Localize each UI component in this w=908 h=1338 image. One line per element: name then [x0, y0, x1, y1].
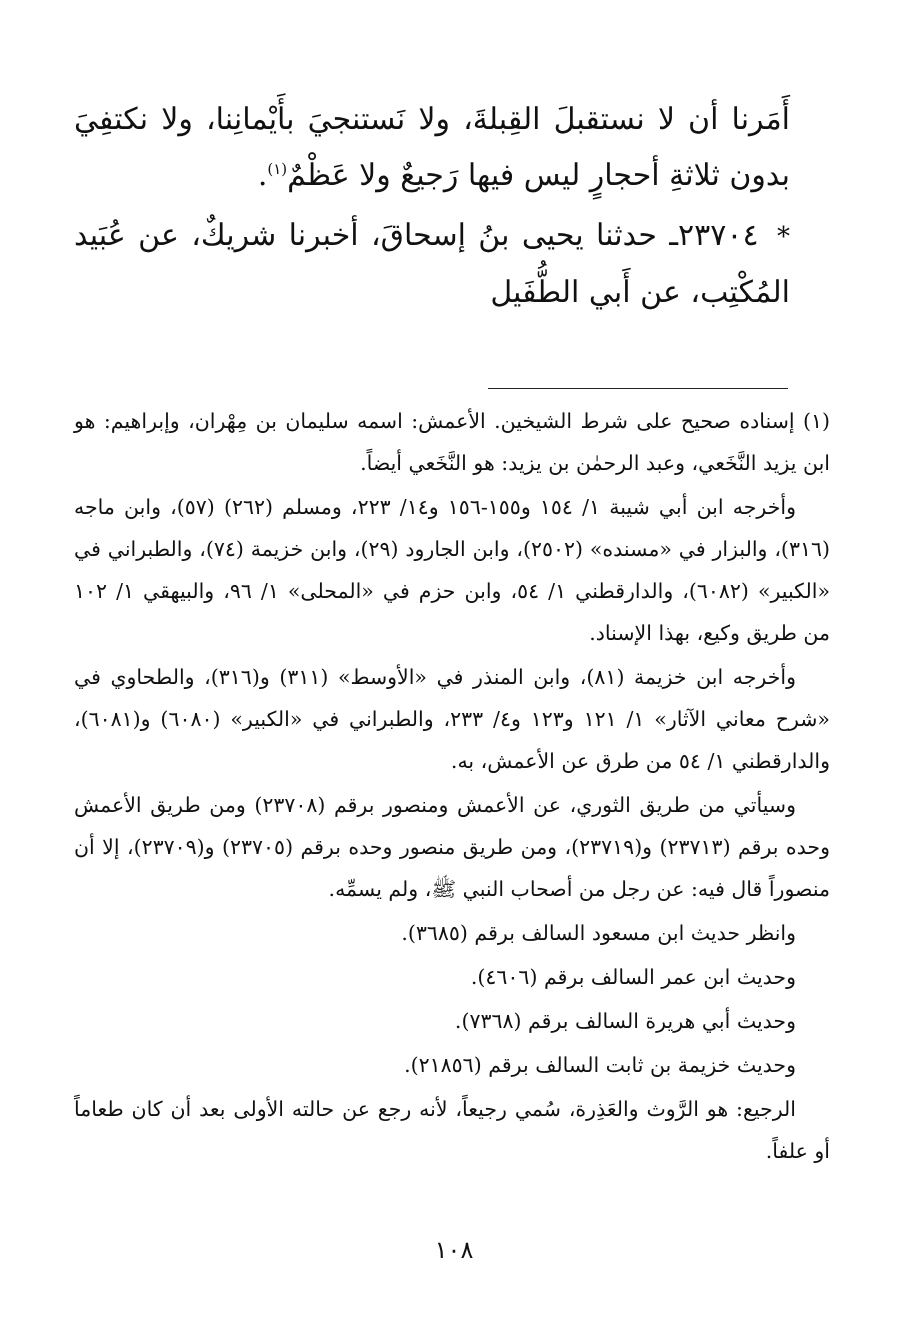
footnote-paragraph: وحديث ابن عمر السالف برقم (٤٦٠٦).: [470, 965, 796, 989]
footnote-paragraph: وحديث خزيمة بن ثابت السالف برقم (٢١٨٥٦).: [404, 1053, 796, 1077]
footnote-paragraph: (١) إسناده صحيح على شرط الشيخين. الأعمش: اسمه سليمان بن مِهْران، وإبراهيم: هو ابن يزيد النَّخَعي، وعبد الرحمٰن بن يزيد: هو النَّخَعي أيضاً.: [74, 409, 830, 475]
footnote-reference: (١): [267, 160, 288, 178]
footnote-paragraph: الرجيع: هو الرَّوث والعَذِرة، سُمي رجيعاً، لأنه رجع عن حالته الأولى بعد أن كان طعاماً أو علفاً.: [74, 1097, 830, 1163]
text-line: بدون ثلاثةِ أحجارٍ ليس فيها رَجيعٌ ولا عَظْمٌ: [287, 158, 790, 193]
paragraph-end-mark: .: [257, 158, 268, 193]
footnote-paragraph: وسيأتي من طريق الثوري، عن الأعمش ومنصور برقم (٢٣٧٠٨) ومن طريق الأعمش وحده برقم (٢٣٧١٣) و(٢٣٧١٩)، ومن طريق منصور وحده برقم (٢٣٧٠٥) و(٢٣٧٠٩)، إلا أن منصوراً قال فيه: عن رجل من أصحاب النبي ﷺ، ولم يسمِّه.: [74, 793, 830, 901]
hadith-chain-continuation: عن أَبي الطُّفَيل: [490, 275, 681, 310]
footnote-paragraph: وحديث أبي هريرة السالف برقم (٧٣٦٨).: [454, 1009, 796, 1033]
text-line: أَمَرنا أن لا نستقبلَ القِبلةَ، ولا نَستنجيَ بأَيْمانِنا، ولا نكتفِيَ: [74, 102, 790, 137]
page-number: ١٠٨: [434, 1236, 474, 1264]
main-text: [74, 92, 790, 321]
star-icon: *: [777, 222, 790, 252]
footnote-separator: [488, 388, 788, 389]
footnote-paragraph: وانظر حديث ابن مسعود السالف برقم (٣٦٨٥).: [401, 921, 796, 945]
hadith-heading-paragraph: [74, 208, 790, 321]
footnote-paragraph: وأخرجه ابن خزيمة (٨١)، وابن المنذر في «الأوسط» (٣١١) و(٣١٦)، والطحاوي في «شرح معاني الآثار» ١/ ١٢١ و١٢٣ و٤/ ٢٣٣، والطبراني في «الكبير» (٦٠٨٠) و(٦٠٨١)، والدارقطني ١/ ٥٤ من طرق عن الأعمش، به.: [74, 665, 830, 773]
hadith-text-paragraph: [74, 92, 790, 204]
footnote-paragraph: وأخرجه ابن أبي شيبة ١/ ١٥٤ و١٥٥-١٥٦ و١٤/ ٢٢٣، ومسلم (٢٦٢) (٥٧)، وابن ماجه (٣١٦)، والبزار في «مسنده» (٢٥٠٢)، وابن الجارود (٢٩)، وابن خزيمة (٧٤)، والطبراني في «الكبير» (٦٠٨٢)، والدارقطني ١/ ٥٤، وابن حزم في «المحلى» ١/ ٩٦، والبيهقي ١/ ١٠٢ من طريق وكيع، بهذا الإسناد.: [74, 495, 830, 645]
hadith-number-and-chain: ٢٣٧٠٤ـ حدثنا يحيى بنُ إسحاقَ، أخبرنا شريكٌ، عن عُبَيد المُكْتِب،: [74, 218, 790, 310]
footnotes-section: [74, 400, 830, 1174]
